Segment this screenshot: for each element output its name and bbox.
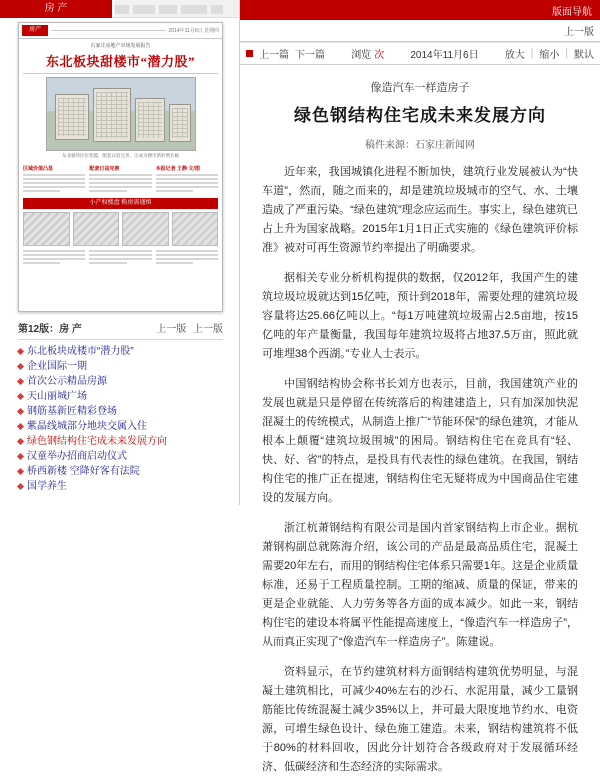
- paper-thumbnail-row: [19, 212, 222, 246]
- paper-section-band: 小产权楼盘 购房需谨慎: [23, 198, 218, 209]
- left-top-banner: [0, 0, 239, 18]
- paper-footer-columns: [19, 246, 222, 270]
- article-source: 稿件来源：石家庄新闻网: [365, 140, 475, 151]
- paper-text-line: [89, 186, 151, 188]
- diamond-bullet-icon: [17, 453, 24, 460]
- article-paragraph: 据相关专业分析机构提供的数据，仅2012年，我国产生的建筑垃圾垃圾就达到15亿吨，预计到2018年，需要处理的建筑垃圾容量将达25.66亿吨以上。“每1万吨建筑垃圾需占2.5亩地，按15亿吨的年产量衡量，我国每年建筑垃圾将占地37.5万亩，照此就可堆埋38个西湖。”专业人士表示。: [262, 272, 578, 360]
- paper-headline: 东北板块甜楼市“潜力股”: [45, 54, 195, 69]
- diamond-bullet-icon: [17, 348, 24, 355]
- article-paragraph: 中国钢结构协会称书长刘方也表示，目前，我国建筑产业的发展也就是只是停留在传统落后的构建建造上，只有加深加快泥混凝土的传统模式，从制造上推广“节能环保”的绿色建筑，才能从根本上颠覆“建筑垃圾围城”的困局。钢结构住宅在竞具有“轻、快、好、省”的特点，是投具有代表性的绿色建筑。在我国，钢结构住宅的推广正在提速，钢结构住宅无疑将成为中国商品住宅建设的发展方向。: [262, 378, 578, 504]
- paper-subhead: 配套日益完善: [89, 166, 120, 172]
- paper-text-line: [156, 190, 193, 192]
- paper-photo-caption: 东北板块区位优越，配套日趋完善，正成为楼市新的增长极: [62, 153, 179, 158]
- strip-chip: [211, 5, 223, 14]
- left-banner-strip: [112, 0, 239, 18]
- paper-byline: 本报记者 王静 文/图: [155, 166, 200, 172]
- article-list: [18, 344, 233, 494]
- paper-text-line: [156, 258, 218, 260]
- paper-kicker: 石家庄房地产市场发展报告: [90, 43, 151, 49]
- page-nav: [152, 320, 223, 335]
- diamond-bullet-icon: [17, 483, 24, 490]
- list-item[interactable]: [18, 479, 233, 494]
- paper-text-line: [23, 258, 85, 260]
- paper-columns: [19, 159, 222, 194]
- photo-building: [135, 98, 165, 142]
- paper-text-line: [156, 254, 218, 256]
- article-toolbar: [240, 43, 600, 65]
- diamond-bullet-icon: [17, 408, 24, 415]
- article-paragraph: 近年来，我国城镇化进程不断加快，建筑行业发展被认为“快车道”，然而，随之而来的，却是建筑垃圾城市的空气、水、土壤造成了严重污染。“绿色建筑”理念应运而生。事实上，绿色建筑已占上升为国家战略。2015年1月1日正式实施的《绿色建筑评价标准》被对可再生资源节约率提出了明确要求。: [262, 166, 578, 254]
- diamond-bullet-icon: [17, 438, 24, 445]
- left-banner-logo-label: 房 产: [44, 3, 68, 14]
- paper-rule: [23, 73, 218, 74]
- photo-building: [169, 104, 191, 142]
- list-item[interactable]: [18, 419, 233, 434]
- paper-column: [89, 250, 151, 266]
- list-item[interactable]: [18, 449, 233, 464]
- paper-text-line: [23, 262, 60, 264]
- article-body: [262, 163, 578, 777]
- strip-chip: [115, 5, 129, 14]
- article-kicker: 像造汽车一样造房子: [370, 82, 470, 94]
- paper-column: [156, 163, 218, 194]
- list-item-label: 天山丽城广场: [27, 391, 87, 402]
- list-item-label: 绿色钢结构住宅成未来发展方向: [27, 436, 167, 447]
- strip-chip: [159, 5, 177, 14]
- paper-column: [156, 250, 218, 266]
- toolbar-separator: |: [565, 48, 568, 59]
- font-smaller-button[interactable]: 缩小: [539, 50, 560, 61]
- photo-building: [93, 88, 131, 142]
- diamond-bullet-icon: [17, 378, 24, 385]
- list-item-label: 桥西新楼 空降好客有法院: [27, 466, 140, 477]
- paper-text-line: [89, 174, 151, 176]
- list-item-label: 东北板块成楼市“潜力股”: [27, 346, 134, 357]
- paper-text-line: [89, 250, 151, 252]
- paper-text-line: [23, 250, 85, 252]
- left-banner-strip-inner: [112, 0, 239, 18]
- font-bigger-button[interactable]: 放大: [504, 50, 525, 61]
- paper-text-line: [23, 174, 85, 176]
- page-title: 第12版：房 产: [18, 324, 82, 335]
- list-item[interactable]: [18, 389, 233, 404]
- top-nav-bar: [240, 0, 600, 20]
- paper-column: [89, 163, 151, 194]
- paper-text-line: [23, 178, 85, 180]
- page-meta: [18, 320, 223, 340]
- view-count-label: 浏览: [351, 50, 372, 61]
- paper-column: [23, 250, 85, 266]
- prev-page-link[interactable]: 上一版: [156, 324, 187, 335]
- paper-text-line: [89, 182, 151, 184]
- paper-thumbnail: [122, 212, 169, 246]
- paper-text-line: [156, 178, 218, 180]
- list-item-label: 紫晶线城部分地块交属入住: [27, 421, 147, 432]
- paper-text-line: [156, 186, 218, 188]
- paper-masthead-logo: 房产: [22, 25, 48, 36]
- strip-chip: [181, 5, 207, 14]
- prev-article-button[interactable]: 上一篇: [259, 50, 289, 61]
- list-item[interactable]: [18, 359, 233, 374]
- paper-text-line: [23, 182, 85, 184]
- newspaper-page-pane: [0, 0, 240, 505]
- list-item[interactable]: [18, 464, 233, 479]
- paper-masthead-rule: [51, 30, 166, 31]
- paper-text-line: [23, 190, 60, 192]
- article-paragraph: 资料显示，在节约建筑材料方面钢结构建筑优势明显，与混凝土建筑相比，可减少40%左右的沙石、水泥用量，减少工量钢筋能比传统混凝土减少35%以上，并可最大限度地节约水、电资源，可增生绿色设计、绿色施工建造。未来，钢结构建筑将不低于80%的材料回收，因此分计划符合各级政府对于发展循环经济、低碳经济和生态经济的实际需求。: [262, 666, 578, 773]
- view-count-suffix: 次: [374, 50, 385, 61]
- nav-page-navigation[interactable]: 版面导航: [552, 6, 592, 18]
- paper-text-line: [89, 178, 151, 180]
- list-item-label: 企业国际一期: [27, 361, 87, 372]
- paper-text-line: [23, 186, 85, 188]
- page-switch-toolbar: [240, 20, 600, 42]
- paper-column: [23, 163, 85, 194]
- diamond-bullet-icon: [17, 363, 24, 370]
- paper-masthead-date: 2014年11月6日 星期四: [168, 28, 219, 34]
- paper-text-line: [89, 190, 126, 192]
- article-date: 2014年11月6日: [410, 50, 479, 61]
- paper-text-line: [156, 262, 193, 264]
- paper-photo: [46, 77, 196, 151]
- paper-text-line: [23, 254, 85, 256]
- list-item-active[interactable]: [18, 434, 233, 449]
- list-item[interactable]: [18, 374, 233, 389]
- left-banner-logo: [0, 0, 112, 18]
- list-item-label: 汉童举办招商启动仪式: [27, 451, 127, 462]
- article-pane: [240, 0, 600, 773]
- paper-subhead: 区域价值凸显: [23, 166, 54, 172]
- paper-text-line: [156, 182, 218, 184]
- paper-text-line: [156, 174, 218, 176]
- paper-text-line: [89, 254, 151, 256]
- paper-thumbnail: [172, 212, 219, 246]
- next-article-button[interactable]: 下一篇: [295, 50, 325, 61]
- view-count: [351, 46, 384, 61]
- font-default-button[interactable]: 默认: [573, 50, 594, 61]
- list-item-label: 首次公示精品房源: [27, 376, 107, 387]
- paper-text-line: [89, 262, 126, 264]
- article-paragraph: 浙江杭萧钢结构有限公司是国内首家钢结构上市企业。据杭萧钢构副总就陈海介绍，该公司的产品是最高品质住宅，混凝土需要20年左右，而用的钢结构住宅体系只需要1年。这是企业质量标准，还易于工程质量控制。工期的缩减、质量的保证，带来的更是企业就能、人力劳务等各方面的成本减少。如此一来，钢结构住宅的建设本将属平性能提高速度上，“像造汽车一样造房子”，从而真正实现了“像造汽车一样造房子”。陈建说。: [262, 522, 578, 648]
- prev-page-button[interactable]: 上一版: [564, 27, 594, 38]
- article-title: 绿色钢结构住宅成未来发展方向: [294, 106, 546, 125]
- list-item[interactable]: [18, 344, 233, 359]
- square-marker-icon: [246, 50, 253, 57]
- paper-text-line: [156, 250, 218, 252]
- paper-thumbnail: [73, 212, 120, 246]
- list-item[interactable]: [18, 404, 233, 419]
- paper-text-line: [89, 258, 151, 260]
- photo-building: [55, 94, 89, 140]
- article-content: [240, 65, 600, 777]
- paper-masthead: [19, 23, 222, 39]
- paper-thumbnail: [23, 212, 70, 246]
- strip-chip: [133, 5, 155, 14]
- diamond-bullet-icon: [17, 423, 24, 430]
- newspaper-page-image[interactable]: [18, 22, 223, 312]
- diamond-bullet-icon: [17, 393, 24, 400]
- list-item-label: 国学养生: [27, 481, 67, 492]
- list-item-label: 钢筋基新匠精彩登场: [27, 406, 117, 417]
- diamond-bullet-icon: [17, 468, 24, 475]
- toolbar-separator: |: [530, 48, 534, 59]
- next-page-link[interactable]: 上一版: [193, 324, 223, 335]
